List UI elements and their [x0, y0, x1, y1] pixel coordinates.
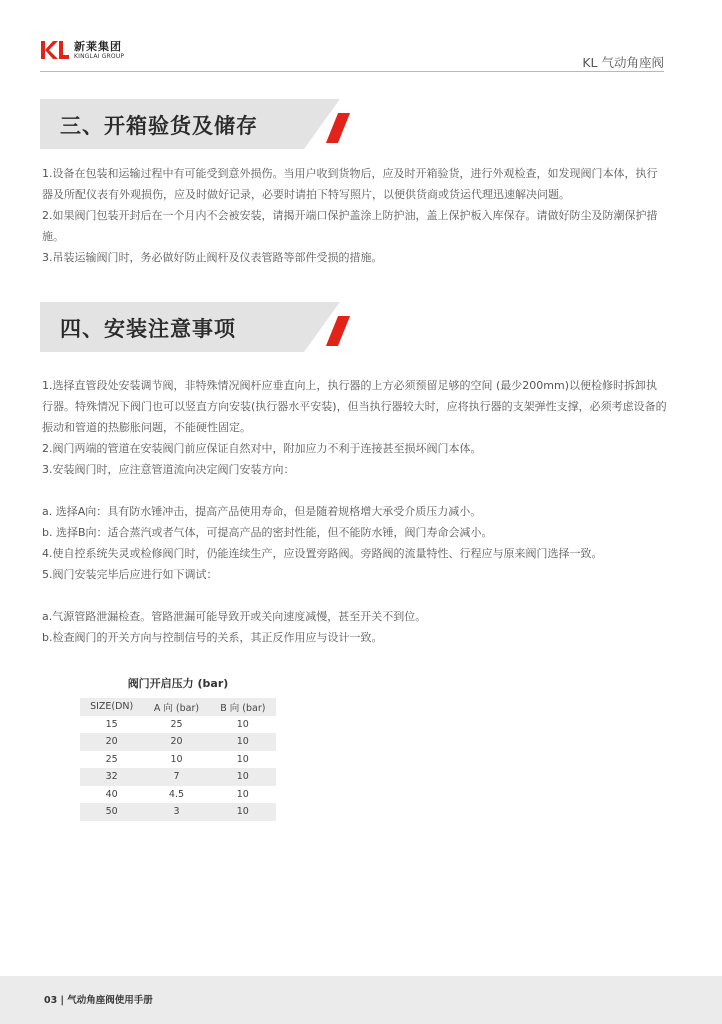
brand-logo	[40, 38, 124, 62]
table-row	[80, 733, 276, 751]
table-cell: 20	[170, 736, 183, 748]
table-cell: 50	[105, 806, 118, 818]
section-4-body	[42, 375, 667, 648]
column-header: A 向 (bar)	[153, 702, 200, 714]
brand-name-en: KINGLAI GROUP	[74, 52, 125, 60]
header-divider	[40, 71, 664, 72]
section-title: 四、安装注意事项	[60, 317, 236, 341]
paragraph: 5.阀门安装完毕后应进行如下调试：	[42, 568, 218, 581]
column-header: B 向 (bar)	[220, 702, 266, 714]
pressure-table-block	[80, 676, 276, 821]
table-cell: 10	[236, 771, 249, 783]
table-cell: 7	[173, 771, 180, 783]
section-heading-3	[40, 99, 350, 149]
paragraph: 3.吊装运输阀门时，务必做好防止阀杆及仪表管路等部件受损的措施。	[42, 251, 383, 264]
page-footer	[0, 976, 722, 1024]
table-cell: 10	[236, 788, 249, 800]
paragraph: 2.如果阀门包装开封后在一个月内不会被安装，请揭开端口保护盖涂上防护油，盖上保护板入库保存。请做好防尘及防潮保护措施。	[42, 209, 658, 243]
table-cell: 15	[105, 718, 118, 730]
red-slash-decoration	[326, 316, 350, 346]
document-title: KL 气动角座阀	[582, 55, 664, 70]
paragraph: 1.设备在包装和运输过程中有可能受到意外损伤。当用户收到货物后，应及时开箱验货，进行外观检查，如发现阀门本体，执行器及所配仪表有外观损伤，应及时做好记录，必要时请拍下特写照片，以便供货商或货运代理迅速解决问题。	[42, 167, 658, 201]
paragraph: 2.阀门两端的管道在安装阀门前应保证自然对中，附加应力不利于连接甚至损坏阀门本体。	[42, 442, 482, 455]
pressure-table	[80, 698, 276, 821]
table-row	[80, 786, 276, 804]
table-cell: 10	[236, 736, 249, 748]
section-3-body	[42, 163, 667, 268]
paragraph: b. 选择B向：适合蒸汽或者气体，可提高产品的密封性能，但不能防水锤，阀门寿命会减小。	[42, 526, 493, 539]
footer-page-label: 03 | 气动角座阀使用手册	[44, 995, 153, 1006]
table-cell: 20	[105, 736, 118, 748]
table-cell: 25	[105, 753, 118, 765]
red-slash-decoration	[326, 113, 350, 143]
paragraph: b.检查阀门的开关方向与控制信号的关系，其正反作用应与设计一致。	[42, 631, 383, 644]
table-cell: 3	[173, 806, 180, 818]
table-cell: 40	[105, 788, 118, 800]
section-title: 三、开箱验货及储存	[60, 114, 258, 138]
table-row	[80, 768, 276, 786]
table-row	[80, 803, 276, 821]
table-cell: 4.5	[168, 788, 185, 800]
paragraph: a. 选择A向：具有防水锤冲击，提高产品使用寿命，但是随着规格增大承受介质压力减小。	[42, 505, 482, 518]
table-cell: 10	[236, 753, 249, 765]
table-cell: 32	[105, 771, 118, 783]
section-heading-4	[40, 302, 350, 352]
paragraph: 3.安装阀门时，应注意管道流向决定阀门安装方向：	[42, 463, 295, 476]
table-row	[80, 751, 276, 769]
brand-name-cn: 新莱集团	[74, 39, 122, 53]
table-header-row	[80, 698, 276, 716]
table-cell: 10	[236, 806, 249, 818]
paragraph: 4.使自控系统失灵或检修阀门时，仍能连续生产，应设置旁路阀。旁路阀的流量特性、行程应与原来阀门选择一致。	[42, 547, 603, 560]
paragraph: a.气源管路泄漏检查。管路泄漏可能导致开或关向速度减慢，甚至开关不到位。	[42, 610, 427, 623]
paragraph: 1.选择直管段处安装调节阀，非特殊情况阀杆应垂直向上，执行器的上方必须预留足够的空间 (最少200mm)以便检修时拆卸执行器。特殊情况下阀门也可以竖直方向安装(执行器水平安装)，但当执行器较大时，应将执行器的支架弹性支撑，必须考虑设备的振动和管道的热膨胀问题，不能硬性固定。	[42, 379, 667, 434]
kl-logo-icon	[40, 38, 70, 62]
table-cell: 25	[170, 718, 183, 730]
column-header: SIZE(DN)	[90, 701, 134, 713]
table-row	[80, 716, 276, 734]
page-header	[0, 0, 722, 72]
table-title: 阀门开启压力 (bar)	[127, 677, 229, 690]
table-cell: 10	[236, 718, 249, 730]
table-cell: 10	[170, 753, 183, 765]
